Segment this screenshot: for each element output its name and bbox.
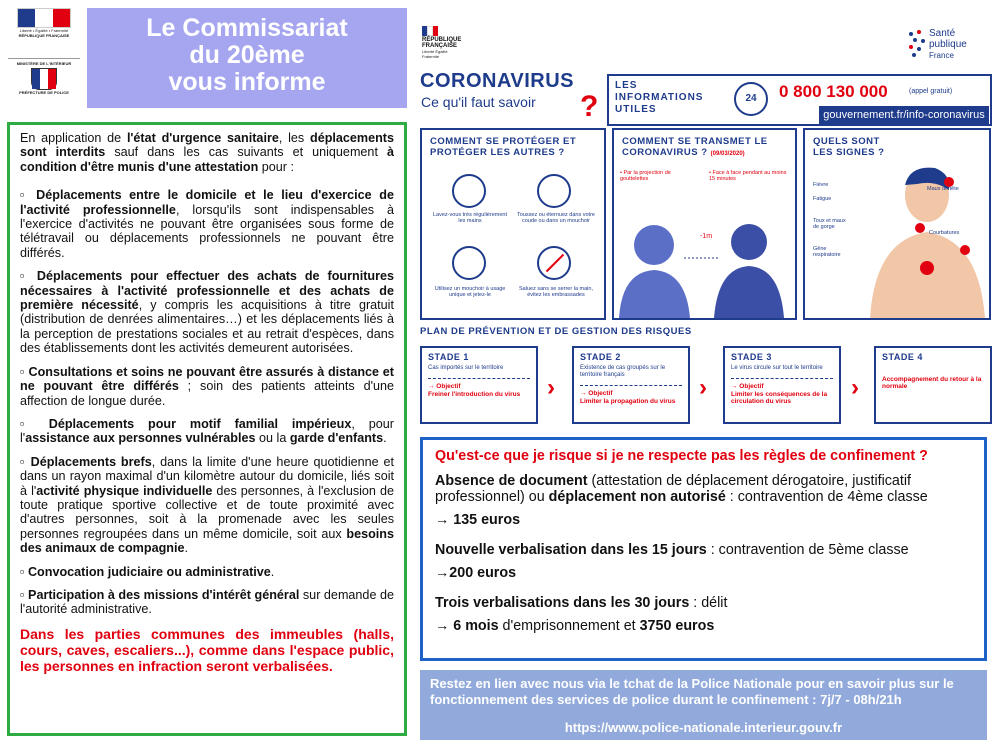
stage-4 [874,346,992,424]
chevron-right-icon: › [851,374,859,401]
rf-motto: Liberté Égalité Fraternité [422,49,448,59]
rule-item-missions: ▫ Participation à des missions d'intérêt général sur demande de l'autorité administrative. [20,587,394,617]
stage-1 [420,346,538,424]
prefecture-logo [8,58,80,108]
police-website-link[interactable]: https://www.police-nationale.interieur.gouv.fr [564,720,843,735]
protect-title: COMMENT SE PROTÉGER ET PROTÉGER LES AUTRES ? [430,136,577,158]
penalty-2-amount: →200 euros [435,564,517,581]
stage-3-objective-label: → Objectif [731,383,764,390]
phone-number: 0 800 130 000 [779,82,888,101]
protect-caption-2: Toussez ou éternuez dans votre coude ou dans un mouchoir [517,212,595,224]
title-line-1: Le Commissariat [146,14,348,42]
marianne-logo [8,8,80,56]
useful-info-label: LES INFORMATIONS UTILES [615,80,704,115]
police-badge-icon [31,68,57,90]
ministry-label: MINISTÈRE DE L'INTÉRIEUR [16,61,72,66]
tissue-icon [452,246,486,280]
coronavirus-infographic [417,8,995,433]
body-illustration [865,160,989,318]
penalties-question: Qu'est-ce que je risque si je ne respecte pas les règles de confinement ? [435,448,928,464]
stage-4-name: STADE 4 [882,352,923,362]
plan-title: PLAN DE PRÉVENTION ET DE GESTION DES RISQUES [420,326,692,337]
sign-cough: Toux et maux de gorge [813,218,846,230]
signs-box [803,128,991,320]
french-flag-icon [422,26,438,36]
coronavirus-subtitle: Ce qu'il faut savoir [421,94,536,110]
sante-publique-logo [907,24,987,68]
stage-2-goal: Limiter la propagation du virus [580,398,676,405]
stage-2-name: STADE 2 [580,352,621,362]
penalty-1-amount: → 135 euros [435,511,521,528]
republic-motto: Liberté • Égalité • Fraternité [19,28,69,33]
transmit-caption-2: • Face à face pendant au moins 15 minutes [709,170,787,182]
dots-icon [907,28,927,58]
stage-3-name: STADE 3 [731,352,772,362]
penalty-3-amount: → 6 mois d'emprisonnement et 3750 euros [435,617,715,634]
contact-text: Restez en lien avec nous via le tchat de la Police Nationale pour en savoir plus sur le fonctionnement des services de police durant le confinement : 7j/7 - 08h/21h [430,676,954,707]
signs-title: QUELS SONT LES SIGNES ? [813,136,885,158]
warning-text: Dans les parties communes des immeubles (halls, cours, caves, escaliers...), comme dans l'espace public, les personnes en infraction seront verbalisées. [20,625,394,674]
stage-4-goal: Accompagnement du retour à la normale [882,376,982,390]
penalties-box [420,437,987,661]
question-mark-icon: ? [580,90,599,123]
penalty-2: Nouvelle verbalisation dans les 15 jours : contravention de 5ème classe [435,542,909,558]
cough-elbow-icon [537,174,571,208]
useful-info-box [607,74,992,126]
protect-caption-4: Saluez sans se serrer la main, évitez les embrassades [519,286,593,298]
penalty-1: Absence de document (attestation de déplacement dérogatoire, justificatif professionnel) ou déplacement non autorisé : contravention de 4ème classe [435,472,928,505]
protect-caption-1: Lavez-vous très régulièrement les mains [433,212,507,224]
transmit-caption-1: • Par la projection de gouttelettes [620,170,671,182]
stage-2 [572,346,690,424]
stage-2-desc: Existence de cas groupés sur le territoire français [580,365,682,386]
intro-paragraph: En application de l'état d'urgence sanitaire, les déplacements sont interdits sauf dans les cas suivants et uniquement à condition d'être munis d'une attestation pour : [20,131,394,174]
phone-24h-icon: 24 [734,82,768,116]
sign-breathing: Gêne respiratoire [813,246,841,258]
sign-headache: Maux de tête [927,186,959,192]
stage-3-goal: Limiter les conséquences de la circulation du virus [731,391,828,405]
rule-item-shopping: ▫ Déplacements pour effectuer des achats de fournitures nécessaires à l'activité professionnelle et des achats de première nécessité, y compris les acquisitions à titre gratuit (distribution de denrées alimentaires…) et les déplacements liés à la perception de prestations sociales et au retrait d'espèces, dans des établissements dont les activités demeurent autorisées. [20,269,394,356]
rule-item-health: ▫ Consultations et soins ne pouvant être assurés à distance et ne pouvant être différés ; soin des patients atteints d'une affection de longue durée. [20,364,394,408]
page-title [87,8,407,108]
phone-note: (appel gratuit) [909,88,953,95]
rf-logo [422,26,462,66]
rules-panel [7,122,407,736]
transmit-title: COMMENT SE TRANSMET LE CORONAVIRUS ? (09/03/2020) [622,136,768,158]
stage-1-desc: Cas importés sur le territoire [428,365,530,379]
title-line-3: vous informe [168,68,326,96]
sign-fatigue: Fatigue [813,196,832,202]
distance-label: -1m [699,233,713,240]
rf-label: RÉPUBLIQUE FRANÇAISE [422,37,462,49]
transmission-illustration [614,200,795,318]
coronavirus-title: CORONAVIRUS [420,70,575,92]
stage-1-goal: Freiner l'introduction du virus [428,391,521,398]
sp-line-3: France [929,51,954,60]
sp-line-2: publique [929,39,967,50]
stage-1-objective-label: → Objectif [428,383,461,390]
rule-item-family: ▫ Déplacements pour motif familial impérieux, pour l'assistance aux personnes vulnérables ou la garde d'enfants. [20,416,394,446]
no-handshake-icon [537,246,571,280]
rule-item-short-trips: ▫ Déplacements brefs, dans la limite d'une heure quotidienne et dans un rayon maximal d'un kilomètre autour du domicile, liés soit à l'activité physique individuelle des personnes, à l'exclusion de toute pratique sportive collective et de toute proximité avec d'autres personnes, soit à la promenade avec les seules personnes regroupées dans un même domicile, soit aux besoins des animaux de compagnie. [20,454,395,556]
prefecture-label: PRÉFECTURE DE POLICE [19,90,69,95]
handwash-icon [452,174,486,208]
republic-label: RÉPUBLIQUE FRANÇAISE [18,33,70,38]
stage-1-name: STADE 1 [428,352,469,362]
stage-3-desc: Le virus circule sur tout le territoire [731,365,833,379]
stage-3 [723,346,841,424]
rule-item-summons: ▫ Convocation judiciaire ou administrative. [20,564,275,579]
protect-box [420,128,606,320]
chevron-right-icon: › [699,374,707,401]
chevron-right-icon: › [547,374,555,401]
contact-box [420,670,987,740]
transmit-box [612,128,797,320]
gov-info-link[interactable]: gouvernement.fr/info-coronavirus [819,106,989,124]
french-flag-icon [17,8,71,28]
stage-2-objective-label: → Objectif [580,390,613,397]
sp-line-1: Santé [929,28,956,39]
rule-item-work: ▫ Déplacements entre le domicile et le lieu d'exercice de l'activité professionnelle, lorsqu'ils sont indispensables à l'exercice d'activités ne pouvant être organisées sous forme de télétravail ou déplacements professionnels ne pouvant être différés. [20,188,394,260]
sign-aches: Courbatures [929,230,960,236]
sign-fever: Fièvre [813,182,829,188]
title-line-2: du 20ème [189,41,305,69]
penalty-3: Trois verbalisations dans les 30 jours : délit [435,595,728,611]
protect-caption-3: Utilisez un mouchoir à usage unique et jetez-le [434,286,506,298]
